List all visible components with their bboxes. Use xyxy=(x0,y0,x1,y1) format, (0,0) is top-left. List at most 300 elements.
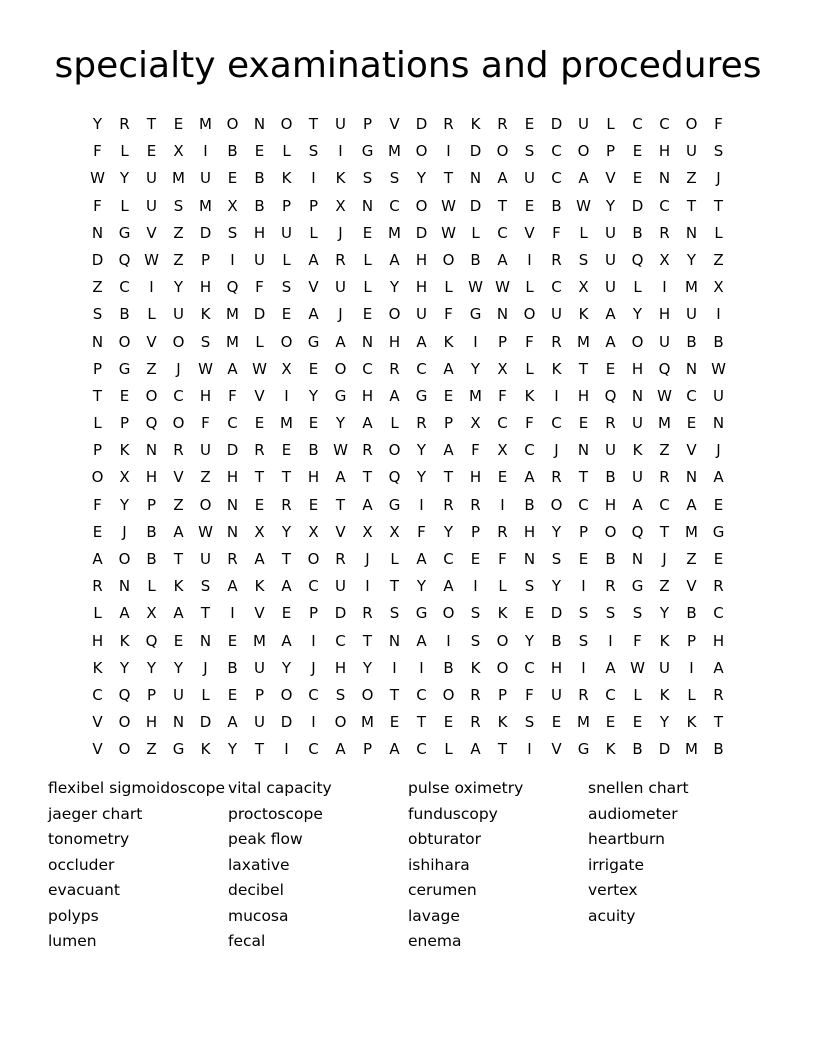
grid-letter: Y xyxy=(632,305,643,324)
grid-letter: V xyxy=(92,740,103,759)
grid-letter: E xyxy=(713,550,724,568)
grid-letter: O xyxy=(388,305,401,324)
grid-letter: E xyxy=(227,169,238,188)
grid-letter: U xyxy=(335,278,346,297)
grid-letter: C xyxy=(416,359,427,378)
grid-letter: A xyxy=(92,550,103,568)
word-bank-item: acuity xyxy=(588,906,636,925)
grid-letter: J xyxy=(716,169,721,188)
grid-letter: G xyxy=(415,604,428,623)
grid-letter: P xyxy=(308,604,319,623)
grid-letter: O xyxy=(415,196,428,215)
grid-letter: D xyxy=(658,740,671,759)
grid-letter: E xyxy=(524,604,535,623)
grid-letter: C xyxy=(389,196,400,215)
grid-letter: L xyxy=(282,250,291,269)
grid-letter: X xyxy=(308,522,319,541)
grid-letter: I xyxy=(473,577,478,596)
grid-letter: H xyxy=(577,386,590,405)
grid-letter: E xyxy=(254,142,265,161)
grid-letter: F xyxy=(93,495,102,514)
grid-letter: F xyxy=(444,305,453,324)
grid-letter: N xyxy=(496,305,509,324)
grid-letter: A xyxy=(254,550,265,568)
grid-letter: T xyxy=(254,740,265,759)
grid-letter: L xyxy=(255,332,264,351)
grid-letter: Y xyxy=(227,740,238,759)
grid-letter: L xyxy=(687,685,696,704)
word-column xyxy=(408,776,588,955)
grid-letter: A xyxy=(308,250,319,269)
grid-letter: C xyxy=(362,359,373,378)
grid-row xyxy=(84,356,732,383)
grid-letter: W xyxy=(441,223,456,242)
grid-letter: M xyxy=(685,522,698,541)
grid-letter: Z xyxy=(686,550,697,568)
grid-letter: R xyxy=(362,604,373,623)
grid-letter: K xyxy=(119,441,130,460)
grid-letter: T xyxy=(713,196,724,215)
grid-letter: P xyxy=(362,115,373,133)
grid-letter: U xyxy=(200,169,211,188)
grid-letter: H xyxy=(253,223,266,242)
grid-letter: C xyxy=(551,142,562,161)
grid-letter: K xyxy=(254,577,265,596)
grid-row xyxy=(84,247,732,274)
grid-letter: J xyxy=(365,550,370,568)
grid-letter: D xyxy=(469,142,482,161)
grid-letter: E xyxy=(605,713,616,732)
grid-letter: I xyxy=(581,577,586,596)
grid-letter: A xyxy=(389,250,400,269)
grid-letter: I xyxy=(581,658,586,677)
grid-letter: X xyxy=(227,196,238,215)
grid-letter: K xyxy=(551,359,562,378)
grid-letter: U xyxy=(686,142,697,161)
grid-row xyxy=(84,193,732,220)
grid-letter: R xyxy=(551,332,562,351)
grid-letter: U xyxy=(200,441,211,460)
grid-letter: U xyxy=(146,196,157,215)
grid-letter: A xyxy=(173,604,184,623)
grid-letter: B xyxy=(524,495,535,514)
grid-letter: U xyxy=(281,223,292,242)
grid-letter: H xyxy=(361,386,374,405)
grid-row xyxy=(84,682,732,709)
grid-letter: S xyxy=(173,196,184,215)
grid-letter: C xyxy=(713,604,724,623)
grid-letter: B xyxy=(632,740,643,759)
grid-letter: G xyxy=(631,577,644,596)
grid-letter: I xyxy=(230,604,235,623)
grid-letter: T xyxy=(497,196,508,215)
grid-letter: B xyxy=(227,142,238,161)
word-bank-item: lavage xyxy=(408,906,460,925)
grid-letter: L xyxy=(309,223,318,242)
grid-letter: K xyxy=(497,713,508,732)
grid-letter: O xyxy=(685,115,698,133)
grid-letter: N xyxy=(199,631,212,650)
grid-letter: O xyxy=(496,631,509,650)
grid-letter: Y xyxy=(605,196,616,215)
grid-letter: L xyxy=(363,250,372,269)
grid-letter: R xyxy=(227,550,238,568)
grid-letter: C xyxy=(119,278,130,297)
grid-letter: H xyxy=(145,713,158,732)
grid-letter: Q xyxy=(145,414,158,433)
grid-letter: C xyxy=(92,685,103,704)
grid-letter: A xyxy=(605,305,616,324)
grid-letter: V xyxy=(524,223,535,242)
grid-letter: T xyxy=(686,196,697,215)
grid-letter: L xyxy=(606,115,615,133)
grid-letter: A xyxy=(443,359,454,378)
grid-row xyxy=(84,600,732,627)
grid-letter: T xyxy=(308,115,319,133)
grid-letter: A xyxy=(281,577,292,596)
grid-letter: W xyxy=(441,196,456,215)
grid-letter: A xyxy=(578,169,589,188)
grid-letter: X xyxy=(281,359,292,378)
grid-letter: R xyxy=(92,577,103,596)
grid-letter: O xyxy=(631,332,644,351)
grid-letter: Y xyxy=(173,278,184,297)
grid-letter: E xyxy=(497,468,508,487)
grid-letter: R xyxy=(713,685,724,704)
grid-letter: D xyxy=(280,713,293,732)
grid-letter: I xyxy=(473,332,478,351)
grid-letter: C xyxy=(551,414,562,433)
grid-letter: Z xyxy=(146,740,157,759)
grid-letter: U xyxy=(605,278,616,297)
grid-letter: N xyxy=(577,441,590,460)
grid-letter: I xyxy=(338,142,343,161)
grid-letter: M xyxy=(253,631,266,650)
grid-row xyxy=(84,138,732,165)
grid-letter: A xyxy=(416,332,427,351)
grid-letter: L xyxy=(444,740,453,759)
grid-letter: X xyxy=(470,414,481,433)
grid-letter: L xyxy=(714,223,723,242)
grid-letter: Y xyxy=(470,359,481,378)
grid-letter: C xyxy=(416,740,427,759)
grid-letter: E xyxy=(632,142,643,161)
grid-letter: W xyxy=(198,522,213,541)
grid-letter: Y xyxy=(362,658,373,677)
grid-letter: E xyxy=(605,359,616,378)
grid-letter: T xyxy=(713,713,724,732)
grid-letter: N xyxy=(145,441,158,460)
grid-letter: N xyxy=(361,196,374,215)
grid-letter: X xyxy=(578,278,589,297)
grid-letter: Y xyxy=(281,522,292,541)
grid-letter: T xyxy=(416,713,427,732)
grid-letter: U xyxy=(173,305,184,324)
grid-letter: S xyxy=(200,577,211,596)
grid-letter: C xyxy=(497,414,508,433)
grid-letter: M xyxy=(280,414,293,433)
word-bank-item: laxative xyxy=(228,855,290,874)
grid-letter: N xyxy=(91,223,104,242)
grid-letter: O xyxy=(496,142,509,161)
grid-letter: M xyxy=(658,414,671,433)
grid-letter: T xyxy=(578,468,589,487)
grid-letter: U xyxy=(335,115,346,133)
grid-letter: H xyxy=(334,658,347,677)
word-column xyxy=(228,776,408,955)
grid-letter: N xyxy=(388,631,401,650)
grid-row xyxy=(84,165,732,192)
grid-letter: A xyxy=(308,305,319,324)
grid-letter: F xyxy=(525,332,534,351)
grid-letter: R xyxy=(551,250,562,269)
grid-letter: D xyxy=(199,223,212,242)
grid-letter: P xyxy=(92,359,103,378)
grid-letter: K xyxy=(497,604,508,623)
grid-letter: S xyxy=(227,223,238,242)
grid-letter: N xyxy=(523,550,536,568)
grid-letter: A xyxy=(227,713,238,732)
grid-letter: A xyxy=(389,386,400,405)
grid-letter: H xyxy=(199,386,212,405)
grid-letter: O xyxy=(172,414,185,433)
grid-letter: D xyxy=(91,250,104,269)
grid-letter: L xyxy=(390,414,399,433)
grid-letter: E xyxy=(686,414,697,433)
grid-letter: U xyxy=(200,550,211,568)
grid-letter: Y xyxy=(92,115,103,133)
grid-letter: D xyxy=(550,604,563,623)
word-bank-item: peak flow xyxy=(228,830,303,848)
grid-letter: U xyxy=(254,713,265,732)
grid-letter: W xyxy=(495,278,510,297)
grid-letter: M xyxy=(226,305,239,324)
grid-letter: F xyxy=(498,386,507,405)
grid-letter: I xyxy=(419,658,424,677)
grid-letter: V xyxy=(605,169,616,188)
grid-letter: Q xyxy=(631,250,644,269)
grid-letter: C xyxy=(308,685,319,704)
grid-letter: P xyxy=(308,196,319,215)
grid-letter: O xyxy=(334,713,347,732)
grid-letter: S xyxy=(362,169,373,188)
grid-letter: I xyxy=(446,631,451,650)
grid-letter: F xyxy=(471,441,480,460)
grid-letter: V xyxy=(254,604,265,623)
word-column xyxy=(48,776,228,955)
grid-letter: S xyxy=(200,332,211,351)
grid-letter: B xyxy=(443,658,454,677)
grid-letter: S xyxy=(632,604,643,623)
grid-letter: K xyxy=(119,631,130,650)
grid-letter: U xyxy=(605,250,616,269)
grid-letter: V xyxy=(389,115,400,133)
grid-letter: S xyxy=(470,631,481,650)
grid-letter: H xyxy=(550,658,563,677)
grid-letter: K xyxy=(578,305,589,324)
grid-letter: E xyxy=(308,359,319,378)
grid-letter: E xyxy=(227,631,238,650)
grid-letter: A xyxy=(497,169,508,188)
grid-letter: U xyxy=(254,658,265,677)
grid-letter: C xyxy=(551,169,562,188)
grid-letter: Y xyxy=(119,495,130,514)
grid-letter: O xyxy=(118,550,131,568)
grid-letter: O xyxy=(496,658,509,677)
grid-letter: E xyxy=(578,414,589,433)
grid-letter: X xyxy=(659,250,670,269)
grid-letter: U xyxy=(524,169,535,188)
grid-letter: C xyxy=(497,223,508,242)
grid-letter: V xyxy=(335,522,346,541)
grid-letter: D xyxy=(469,196,482,215)
grid-letter: U xyxy=(686,305,697,324)
grid-letter: X xyxy=(254,522,265,541)
grid-letter: N xyxy=(685,359,698,378)
grid-letter: E xyxy=(254,495,265,514)
grid-letter: B xyxy=(605,468,616,487)
grid-letter: J xyxy=(311,658,316,677)
grid-letter: B xyxy=(713,332,724,351)
grid-row xyxy=(84,655,732,682)
grid-letter: R xyxy=(551,468,562,487)
grid-letter: S xyxy=(578,250,589,269)
grid-letter: E xyxy=(443,386,454,405)
grid-letter: H xyxy=(226,468,239,487)
grid-letter: Y xyxy=(416,468,427,487)
grid-letter: O xyxy=(361,685,374,704)
grid-letter: N xyxy=(631,550,644,568)
grid-letter: E xyxy=(308,414,319,433)
grid-letter: I xyxy=(203,142,208,161)
grid-letter: L xyxy=(363,278,372,297)
grid-letter: U xyxy=(551,685,562,704)
grid-letter: B xyxy=(254,169,265,188)
word-bank-item: flexibel sigmoidoscope xyxy=(48,779,226,797)
grid-letter: D xyxy=(253,305,266,324)
grid-letter: W xyxy=(90,169,105,188)
grid-letter: L xyxy=(282,142,291,161)
grid-letter: W xyxy=(333,441,348,460)
grid-letter: G xyxy=(334,386,347,405)
grid-letter: O xyxy=(280,685,293,704)
grid-letter: E xyxy=(281,441,292,460)
grid-letter: G xyxy=(118,223,131,242)
grid-letter: V xyxy=(686,577,697,596)
grid-letter: A xyxy=(443,441,454,460)
grid-letter: A xyxy=(470,740,481,759)
grid-letter: U xyxy=(605,223,616,242)
grid-letter: I xyxy=(419,495,424,514)
grid-row xyxy=(84,628,732,655)
grid-letter: A xyxy=(605,658,616,677)
grid-letter: L xyxy=(390,550,399,568)
grid-letter: K xyxy=(470,115,481,133)
grid-letter: A xyxy=(335,332,346,351)
grid-letter: R xyxy=(173,441,184,460)
grid-letter: K xyxy=(281,169,292,188)
grid-letter: J xyxy=(122,522,127,541)
grid-letter: I xyxy=(689,658,694,677)
grid-letter: C xyxy=(308,577,319,596)
word-bank-item: snellen chart xyxy=(588,779,689,797)
grid-letter: R xyxy=(659,223,670,242)
grid-letter: T xyxy=(173,550,184,568)
grid-letter: A xyxy=(713,468,724,487)
grid-letter: Z xyxy=(92,278,103,297)
grid-letter: T xyxy=(146,115,157,133)
grid-letter: H xyxy=(469,468,482,487)
grid-letter: O xyxy=(280,332,293,351)
grid-letter: Z xyxy=(686,169,697,188)
grid-letter: Y xyxy=(119,658,130,677)
grid-letter: E xyxy=(146,142,157,161)
word-bank-item: occluder xyxy=(48,855,115,874)
grid-letter: S xyxy=(551,550,562,568)
grid-letter: N xyxy=(226,522,239,541)
grid-letter: H xyxy=(415,250,428,269)
grid-letter: K xyxy=(470,658,481,677)
grid-letter: X xyxy=(119,468,130,487)
grid-letter: I xyxy=(365,577,370,596)
grid-letter: Z xyxy=(713,250,724,269)
word-bank-item: funduscopy xyxy=(408,804,498,823)
grid-letter: C xyxy=(578,495,589,514)
grid-letter: A xyxy=(173,522,184,541)
grid-letter: M xyxy=(388,223,401,242)
grid-letter: O xyxy=(604,522,617,541)
word-bank-item: cerumen xyxy=(408,881,477,899)
grid-letter: L xyxy=(147,577,156,596)
grid-letter: U xyxy=(632,414,643,433)
grid-letter: O xyxy=(307,550,320,568)
grid-letter: T xyxy=(254,468,265,487)
grid-letter: K xyxy=(659,631,670,650)
grid-letter: X xyxy=(497,441,508,460)
grid-letter: P xyxy=(119,414,130,433)
grid-letter: R xyxy=(497,522,508,541)
grid-letter: X xyxy=(173,142,184,161)
grid-letter: L xyxy=(633,278,642,297)
grid-row xyxy=(84,410,732,437)
grid-letter: M xyxy=(226,332,239,351)
grid-letter: I xyxy=(500,495,505,514)
grid-letter: P xyxy=(605,142,616,161)
grid-letter: S xyxy=(389,169,400,188)
grid-letter: B xyxy=(713,740,724,759)
grid-letter: T xyxy=(281,468,292,487)
grid-letter: A xyxy=(632,495,643,514)
grid-letter: D xyxy=(415,115,428,133)
grid-letter: F xyxy=(525,685,534,704)
grid-letter: A xyxy=(713,658,724,677)
grid-letter: H xyxy=(199,278,212,297)
grid-letter: Q xyxy=(118,250,131,269)
grid-letter: V xyxy=(308,278,319,297)
grid-row xyxy=(84,492,732,519)
grid-letter: Y xyxy=(146,658,157,677)
grid-letter: W xyxy=(468,278,483,297)
grid-letter: K xyxy=(632,441,643,460)
grid-letter: L xyxy=(471,223,480,242)
grid-letter: C xyxy=(605,685,616,704)
grid-letter: T xyxy=(497,740,508,759)
grid-letter: Y xyxy=(659,713,670,732)
grid-letter: U xyxy=(659,658,670,677)
word-bank-item: evacuant xyxy=(48,881,120,899)
grid-letter: F xyxy=(525,414,534,433)
grid-row xyxy=(84,301,732,328)
